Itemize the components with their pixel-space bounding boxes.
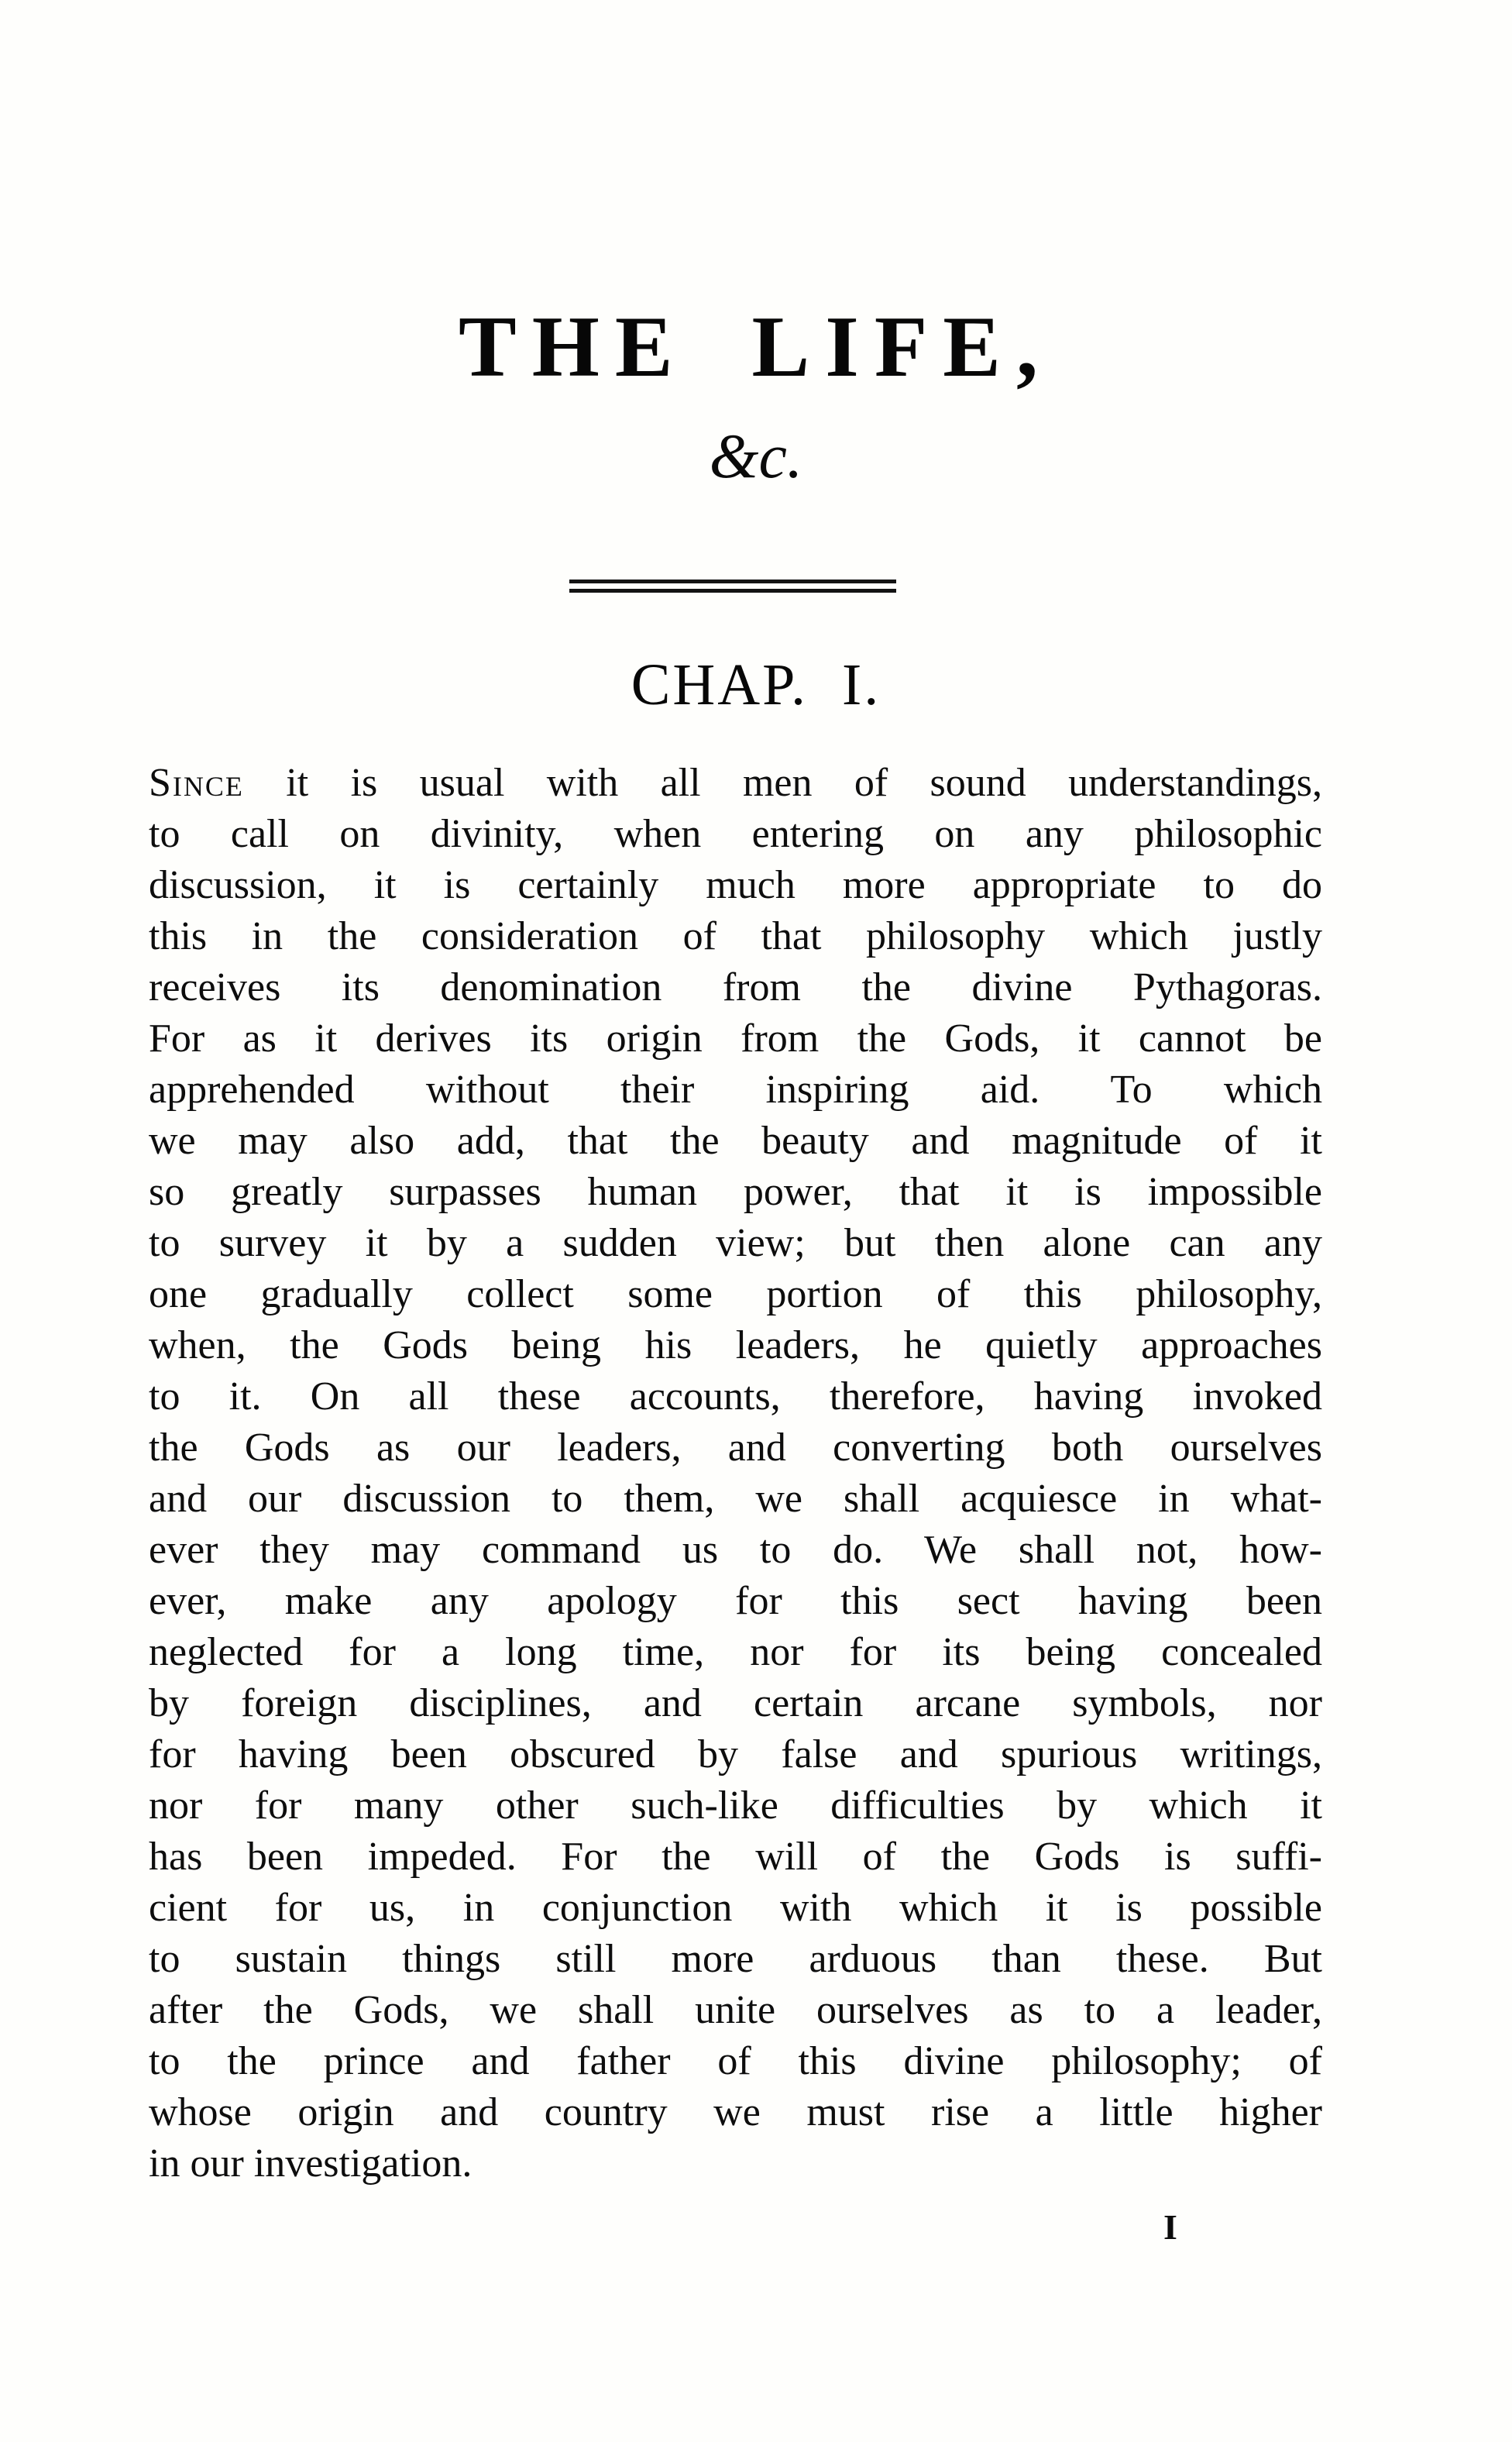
text-line [149, 758, 1322, 809]
text-line: this in the consideration of that philosophy which justly [149, 914, 1322, 958]
body-paragraph [149, 758, 1322, 2189]
text-line: to the prince and father of this divine philosophy; of [149, 2039, 1322, 2083]
double-rule-divider [569, 580, 896, 593]
text-line: has been impeded. For the will of the Gods is suffi- [149, 1835, 1322, 1879]
text-line: receives its denomination from the divine Pythagoras. [149, 965, 1322, 1009]
text-line: nor for many other such-like difficulties by which it [149, 1783, 1322, 1828]
subtitle-etcetera: &c. [709, 421, 803, 491]
text-line: to survey it by a sudden view; but then alone can any [149, 1221, 1322, 1265]
text-line: ever, make any apology for this sect having been [149, 1579, 1322, 1623]
text-line: apprehended without their inspiring aid. To which [149, 1068, 1322, 1112]
text-line: the Gods as our leaders, and converting both ourselves [149, 1426, 1322, 1470]
chapter-heading: CHAP. I. [631, 652, 881, 717]
text-line-rest: it is usual with all men of sound understandings, [243, 761, 1322, 805]
text-line: for having been obscured by false and spurious writings, [149, 1732, 1322, 1776]
text-line: neglected for a long time, nor for its being concealed [149, 1630, 1322, 1674]
text-line: For as it derives its origin from the Gods, it cannot be [149, 1016, 1322, 1061]
page-title: THE LIFE, [459, 299, 1053, 395]
text-line: whose origin and country we must rise a little higher [149, 2090, 1322, 2134]
text-line: and our discussion to them, we shall acquiesce in what- [149, 1477, 1322, 1521]
text-line: one gradually collect some portion of this philosophy, [149, 1272, 1322, 1316]
text-line: to sustain things still more arduous than these. But [149, 1937, 1322, 1981]
text-line: cient for us, in conjunction with which it is possible [149, 1886, 1322, 1930]
text-line: when, the Gods being his leaders, he quietly approaches [149, 1323, 1322, 1367]
lead-word-smallcaps: Since [149, 761, 244, 805]
text-line: ever they may command us to do. We shall not, how- [149, 1528, 1322, 1572]
text-line: so greatly surpasses human power, that it is impossible [149, 1170, 1322, 1214]
text-line: to it. On all these accounts, therefore, having invoked [149, 1374, 1322, 1419]
text-line: after the Gods, we shall unite ourselves as to a leader, [149, 1988, 1322, 2032]
text-line: in our investigation. [149, 2141, 472, 2186]
signature-mark: I [1163, 2207, 1177, 2247]
text-line: discussion, it is certainly much more appropriate to do [149, 863, 1322, 907]
text-line: we may also add, that the beauty and magnitude of it [149, 1119, 1322, 1163]
text-line: to call on divinity, when entering on any philosophic [149, 812, 1322, 856]
text-line: by foreign disciplines, and certain arcane symbols, nor [149, 1681, 1322, 1725]
